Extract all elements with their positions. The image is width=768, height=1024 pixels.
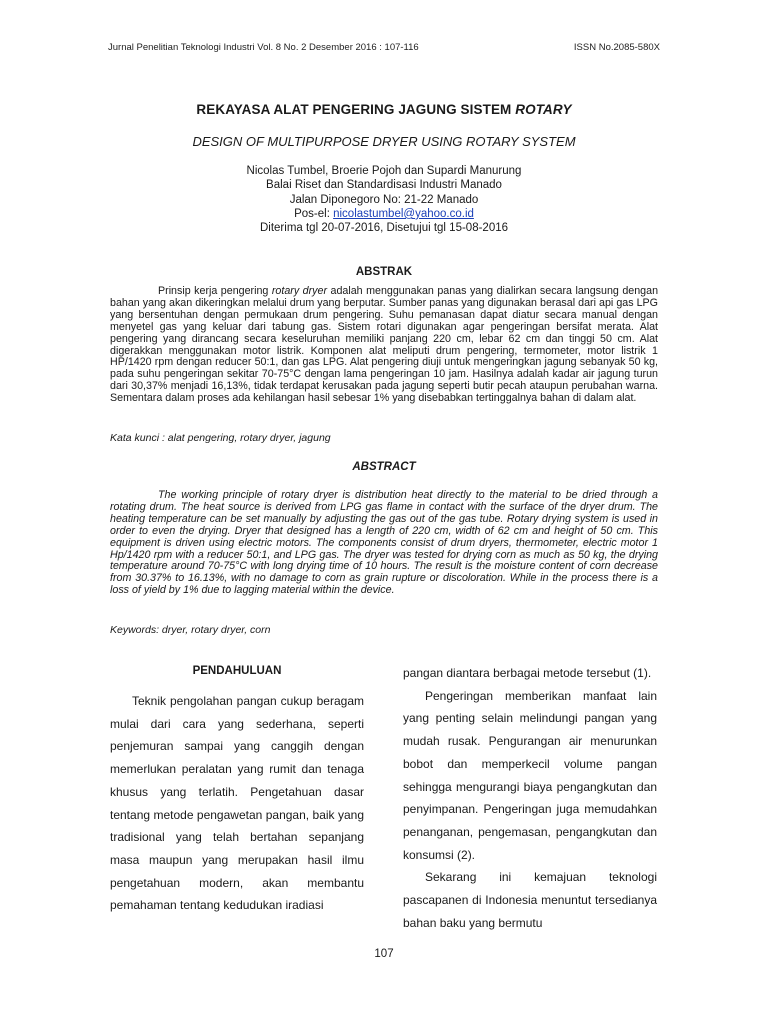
abstrak-heading: ABSTRAK — [355, 266, 413, 278]
left-column — [110, 690, 364, 917]
kata-kunci: Kata kunci : alat pengering, rotary dryer, jagung — [110, 432, 331, 444]
journal-citation: Jurnal Penelitian Teknologi Industri Vol. 8 No. 2 Desember 2016 : 107-116 — [108, 42, 419, 53]
author-block — [0, 164, 768, 235]
author-email-line — [0, 207, 768, 221]
page-number: 107 — [374, 948, 394, 960]
abstract-heading: ABSTRACT — [352, 461, 416, 473]
abstrak-lead: Prinsip kerja pengering — [158, 285, 269, 297]
received-dates: Diterima tgl 20-07-2016, Disetujui tgl 15-08-2016 — [259, 222, 509, 235]
title-main: REKAYASA ALAT PENGERING JAGUNG SISTEM — [196, 102, 512, 117]
paragraph: Pengeringan memberikan manfaat lain yang penting selain melindungi pangan yang mudah rusak. Pengurangan air menurunkan bobot dan memperkecil volume pangan sehingga mengurangi biaya pengangkutan dan penyimpanan. Pengeringan juga memudahkan penanganan, pengemasan, pengangkutan dan konsumsi (2). — [403, 688, 657, 862]
abstrak-lead-italic: rotary dryer — [271, 285, 328, 297]
paragraph: Teknik pengolahan pangan cukup beragam mulai dari cara yang sederhana, seperti penjemuran sampai yang canggih dengan memerlukan peralatan yang rumit dan tenaga khusus yang terlatih. Pengetahuan dasar tentang metode pengawetan pangan, baik yang tradisional yang telah bertahan sepanjang masa maupun yang merupakan hasil ilmu pengetahuan modern, akan membantu pemahaman tentang kedudukan iradiasi — [110, 694, 364, 913]
abstrak-body: adalah menggunakan panas yang dialirkan secara langsung dengan bahan yang akan dikeringkan melalui drum yang berputar. Sumber panas yang digunakan berasal dari api gas LPG yang bersentuhan dengan permukaan drum pengering. Suhu pemanasan dapat diatur secara manual dengan menyetel gas yang keluar dari tabung gas. Sistem rotari digunakan agar pengeringan bersifat merata. Alat pengering yang dirancang secara keseluruhan memiliki panjang 220 cm, lebar 62 cm dan tinggi 50 cm. Alat digerakkan menggunakan motor listrik. Komponen alat meliputi drum pengering, termometer, motor listrik 1 HP/1420 rpm dengan reducer 50:1, dan gas LPG. Alat pengering diuji untuk mengeringkan jagung sebanyak 50 kg, pada suhu pengeringan sekitar 70-75°C dengan lama pengeringan 10 jam. Hasilnya adalah kadar air jagung turun dari 30,37% menjadi 16,13%, tidak terdapat kerusakan pada jagung seperti butir pecah ataupun perubahan warna. Sementara dalam proses ada kehilangan hasil sebesar 1% yang disebabkan tertinggalnya bahan di dalam alat. — [110, 285, 659, 405]
title-main-italic: ROTARY — [515, 102, 572, 117]
email-label: Pos-el: — [294, 207, 330, 220]
right-column — [403, 662, 657, 934]
paragraph: Sekarang ini kemajuan teknologi pascapanen di Indonesia menuntut tersedianya bahan baku yang bermutu — [403, 870, 657, 930]
section-heading-pendahuluan: PENDAHULUAN — [192, 665, 282, 677]
abstract-body: The working principle of rotary dryer is distribution heat directly to the material to be dried through a rotating drum. The heat source is derived from LPG gas flame in contact with the surface of the dryer drum. The heating temperature can be set manually by adjusting the gas out of the gas tube. Rotary drying system is used in order to even the drying. Dryer that designed has a length of 220 cm, width of 62 cm and height of 50 cm. This equipment is driven using electric motors. The components consist of drum dryers, thermometer, electric motor 1 Hp/1420 rpm with a reducer 50:1, and LPG gas. The dryer was tested for drying corn as much as 50 kg, the drying temperature around 70-75°C with long drying time of 10 hours. The result is the moisture content of corn decrease from 30.37% to 16.13%, with no damage to corn as grain rupture or discoloration. While in the process there is a loss of yield by 1% due to lagging material within the device. — [110, 489, 658, 597]
author-institution: Balai Riset dan Standardisasi Industri Manado — [266, 179, 502, 192]
keywords-english: Keywords: dryer, rotary dryer, corn — [110, 624, 271, 636]
issn-number: ISSN No.2085-580X — [573, 42, 660, 53]
abstract-text — [110, 490, 658, 597]
running-header — [108, 42, 660, 53]
paragraph: pangan diantara berbagai metode tersebut (1). — [403, 666, 652, 680]
author-names: Nicolas Tumbel, Broerie Pojoh dan Supardi Manurung — [246, 165, 522, 177]
email-link[interactable]: nicolastumbel@yahoo.co.id — [333, 207, 474, 220]
paper-title-english: DESIGN OF MULTIPURPOSE DRYER USING ROTARY SYSTEM — [192, 134, 576, 149]
paper-title — [0, 102, 768, 117]
abstrak-text — [110, 286, 658, 405]
author-address: Jalan Diponegoro No: 21-22 Manado — [289, 193, 479, 206]
